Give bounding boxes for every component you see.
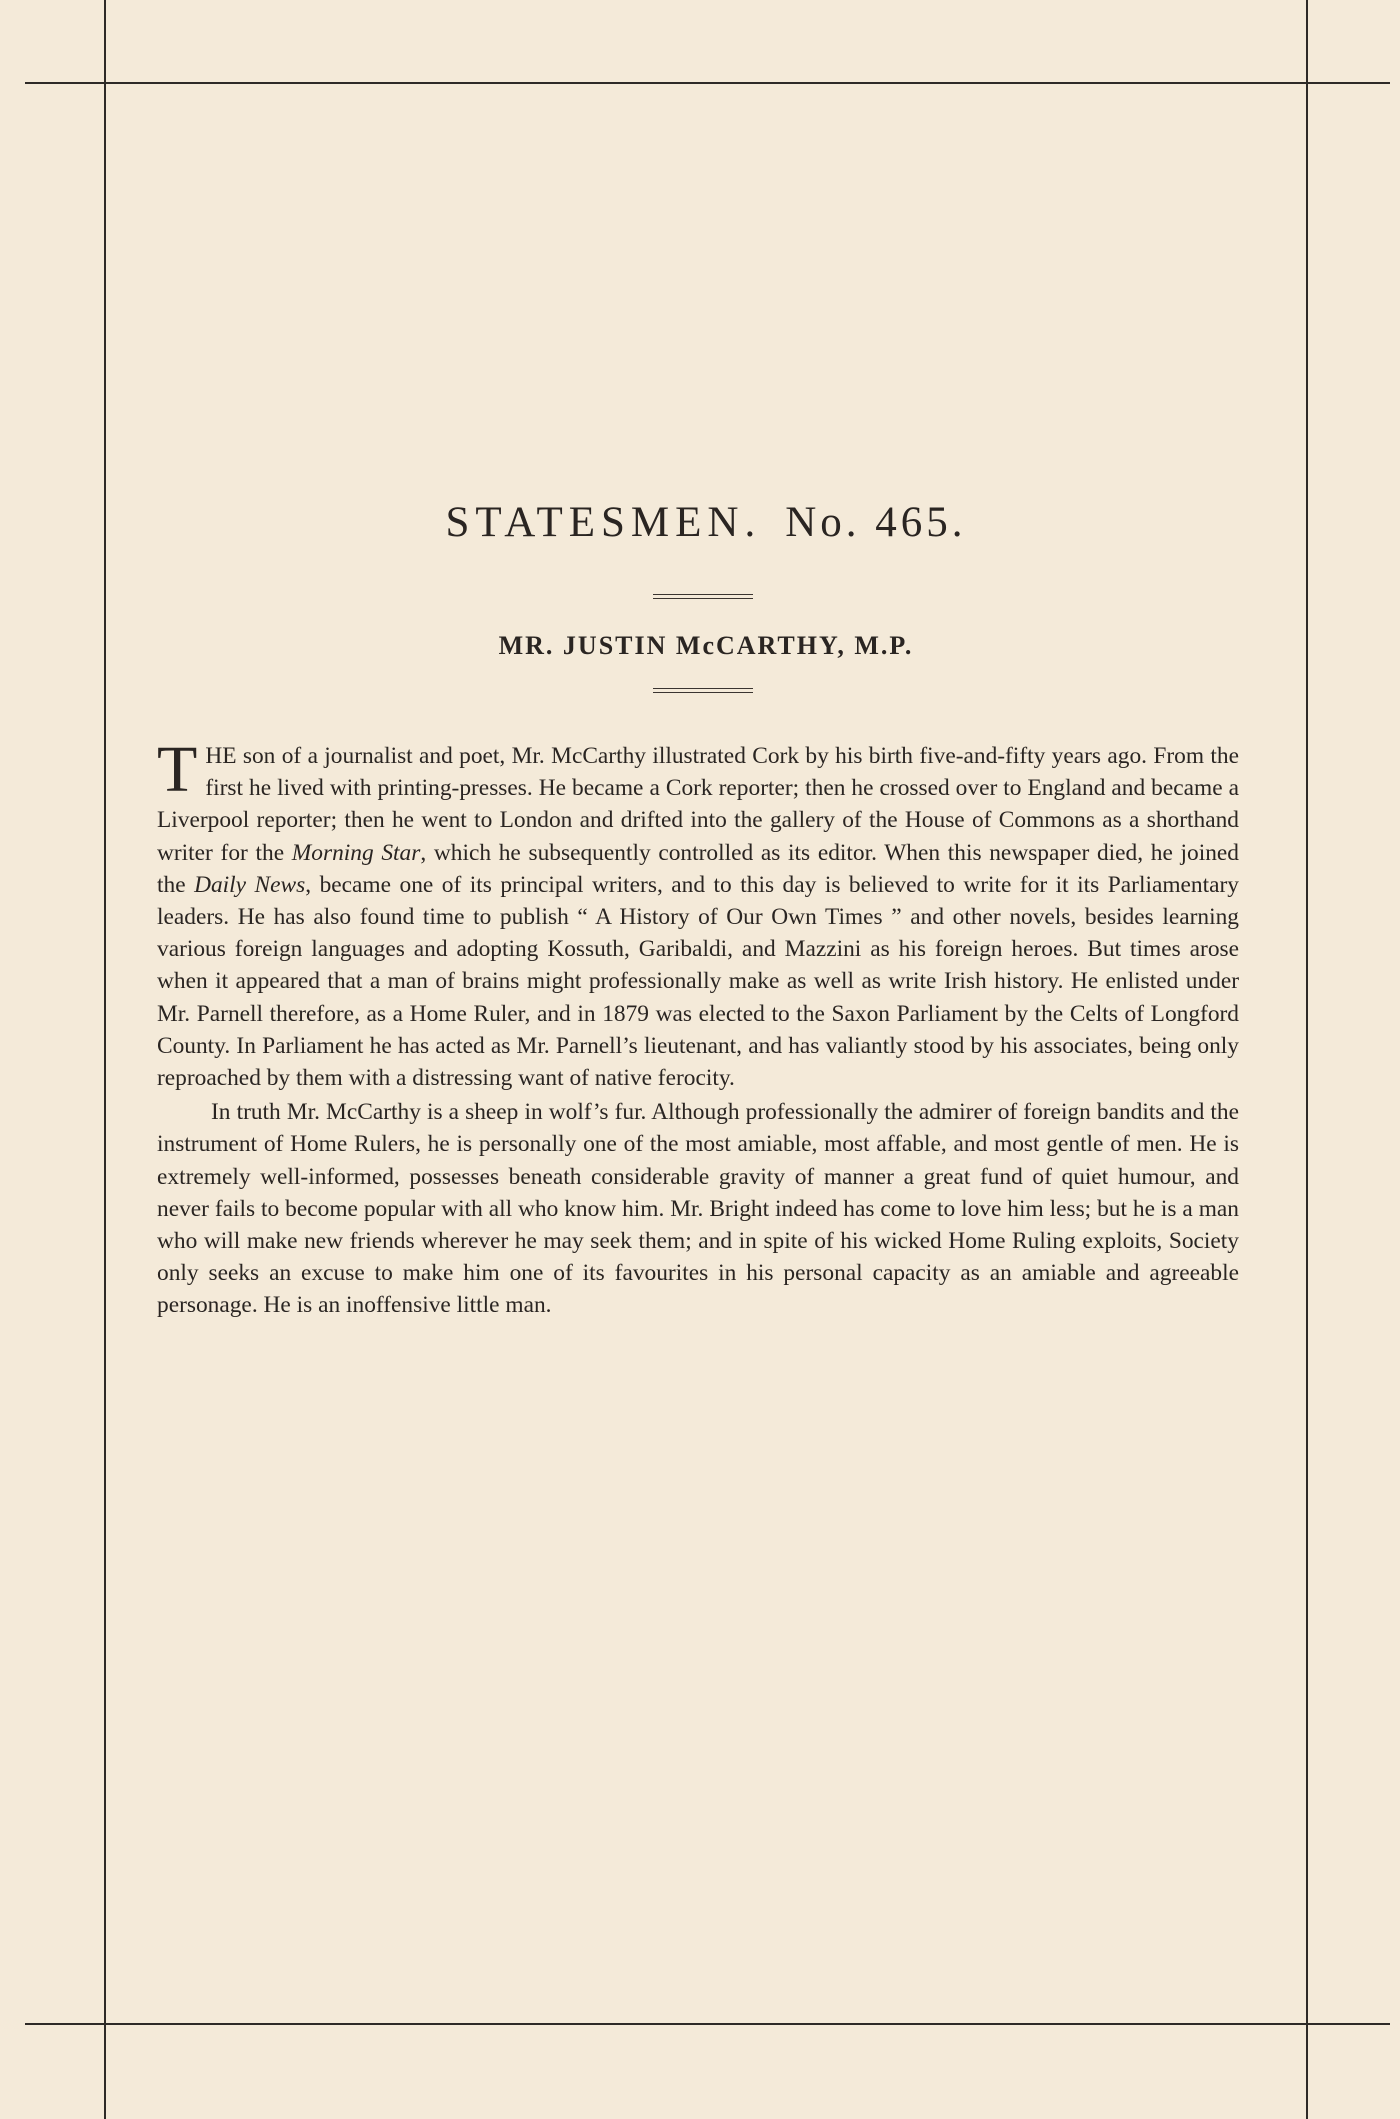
series-title: STATESMEN. xyxy=(445,499,762,546)
page-title xyxy=(106,498,1306,547)
double-rule-lower xyxy=(653,688,753,693)
frame-left-line xyxy=(104,0,106,2119)
drop-cap: T xyxy=(157,733,198,806)
paragraph-1-segment-2: , which he subsequently controlled as its editor. When this newspaper died, he joined the xyxy=(157,839,1239,898)
double-rule-upper xyxy=(653,594,753,599)
paragraph-1-segment-1: HE son of a journalist and poet, Mr. McCarthy illustrated Cork by his birth five-and-fifty years ago. From the first he lived with printing-presses. He became a Cork reporter; then he crossed over to England and became a Liverpool reporter; then he went to London and drifted into the gallery of the House of Commons as a shorthand writer for the xyxy=(157,743,1239,866)
frame-top-line xyxy=(25,82,1390,84)
series-number: No. 465. xyxy=(785,499,967,546)
paragraph-1-segment-3: , became one of its principal writers, and to this day is believed to write for it its Parliamentary leaders. He has also found time to publish “ A History of Our Own Times ” and other novels, besides learning various foreign languages and adopting Kossuth, Garibaldi, and Mazzini as his foreign heroes. But times arose when it appeared that a man of brains might professionally make as well as write Irish history. He enlisted under Mr. Parnell therefore, as a Home Ruler, and in 1879 was elected to the Saxon Parliament by the Celts of Longford County. In Parliament he has acted as Mr. Parnell’s lieutenant, and has valiantly stood by his associates, being only reproached by them with a distressing want of native ferocity. xyxy=(157,871,1239,1092)
paragraph-1 xyxy=(157,733,1239,1094)
newspaper-title-daily-news: Daily News xyxy=(194,871,306,898)
frame-bottom-line xyxy=(25,2023,1390,2025)
frame-right-line xyxy=(1306,0,1308,2119)
paragraph-2: In truth Mr. McCarthy is a sheep in wolf’s fur. Although professionally the admirer of foreign bandits and the instrument of Home Rulers, he is personally one of the most amiable, most affable, and most gentle of men. He is extremely well-informed, possesses beneath considerable gravity of manner a great fund of quiet humour, and never fails to become popular with all who know him. Mr. Bright indeed has come to love him less; but he is a man who will make new friends wherever he may seek them; and in spite of his wicked Home Ruling exploits, Society only seeks an excuse to make him one of its favourites in his personal capacity as an amiable and agreeable personage. He is an inoffensive little man. xyxy=(157,1099,1239,1319)
article-body xyxy=(157,733,1239,1322)
article-subtitle: MR. JUSTIN McCARTHY, M.P. xyxy=(498,631,914,660)
newspaper-title-morning-star: Morning Star xyxy=(291,839,421,866)
